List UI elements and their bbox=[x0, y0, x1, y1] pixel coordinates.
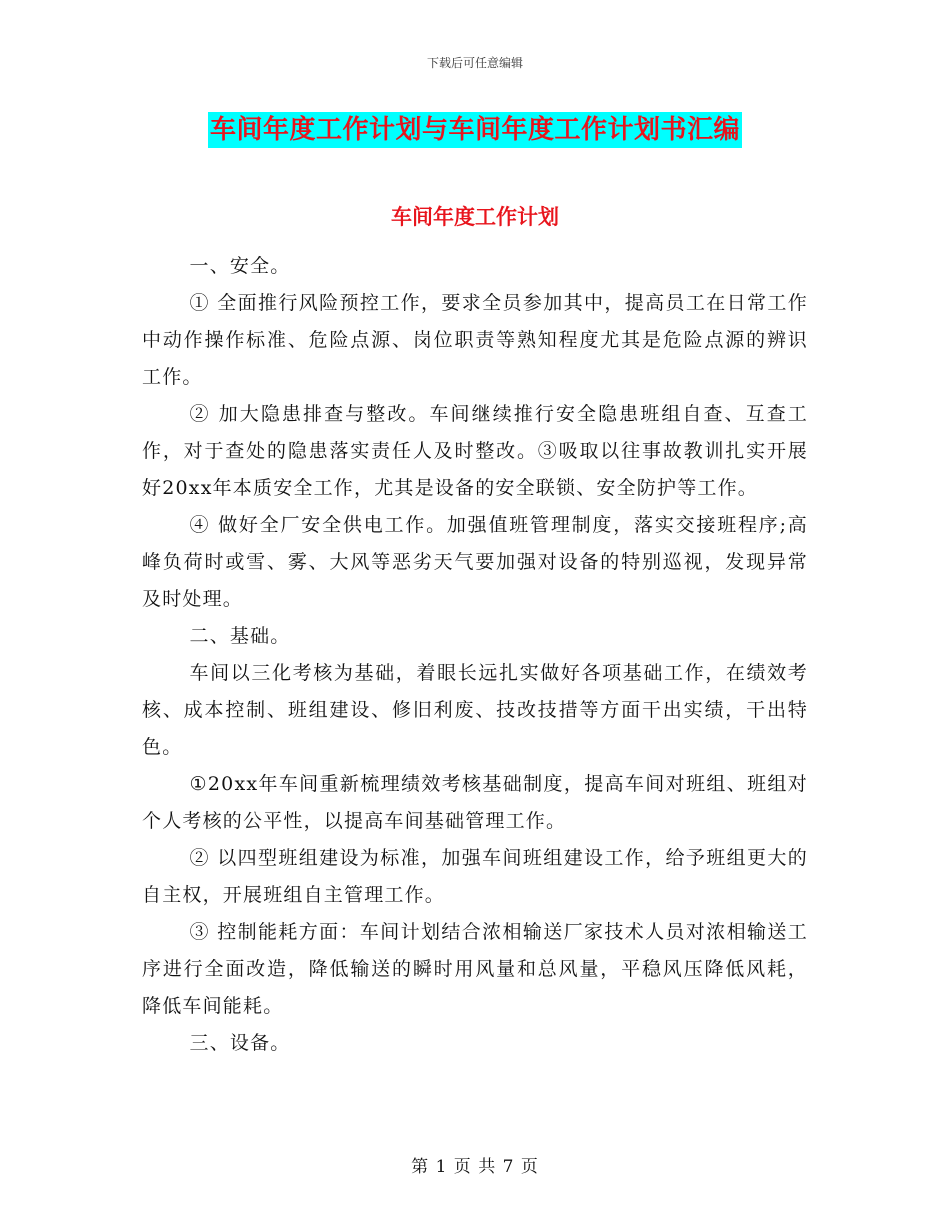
header-note: 下载后可任意编辑 bbox=[426, 56, 523, 70]
heading-equipment: 三、设备。 bbox=[189, 1032, 291, 1054]
paragraph: ② 以四型班组建设为标准，加强车间班组建设工作，给予班组更大的自主权，开展班组自主管理工作。 bbox=[142, 847, 808, 906]
document-body bbox=[142, 248, 808, 1062]
paragraph: ①20xx年车间重新梳理绩效考核基础制度，提高车间对班组、班组对个人考核的公平性，以提高车间基础管理工作。 bbox=[142, 773, 808, 832]
paragraph: ④ 做好全厂安全供电工作。加强值班管理制度，落实交接班程序;高峰负荷时或雪、雾、大风等恶劣天气要加强对设备的特别巡视，发现异常及时处理。 bbox=[142, 514, 808, 610]
document-title-container bbox=[0, 112, 950, 148]
paragraph: ② 加大隐患排查与整改。车间继续推行安全隐患班组自查、互查工作，对于查处的隐患落实责任人及时整改。③吸取以往事故教训扎实开展好20xx年本质安全工作，尤其是设备的安全联锁、安全防护等工作。 bbox=[142, 403, 808, 499]
page-number: 第 1 页 共 7 页 bbox=[411, 1157, 539, 1177]
paragraph: ① 全面推行风险预控工作，要求全员参加其中，提高员工在日常工作中动作操作标准、危险点源、岗位职责等熟知程度尤其是危险点源的辨识工作。 bbox=[142, 292, 808, 388]
document-title: 车间年度工作计划与车间年度工作计划书汇编 bbox=[208, 112, 742, 148]
paragraph: 车间以三化考核为基础，着眼长远扎实做好各项基础工作，在绩效考核、成本控制、班组建设、修旧利废、技改技措等方面干出实绩，干出特色。 bbox=[142, 662, 808, 758]
heading-safety: 一、安全。 bbox=[189, 255, 291, 277]
section-title: 车间年度工作计划 bbox=[391, 205, 559, 229]
paragraph: ③ 控制能耗方面：车间计划结合浓相输送厂家技术人员对浓相输送工序进行全面改造，降低输送的瞬时用风量和总风量，平稳风压降低风耗，降低车间能耗。 bbox=[142, 921, 808, 1017]
heading-foundation: 二、基础。 bbox=[189, 625, 291, 647]
